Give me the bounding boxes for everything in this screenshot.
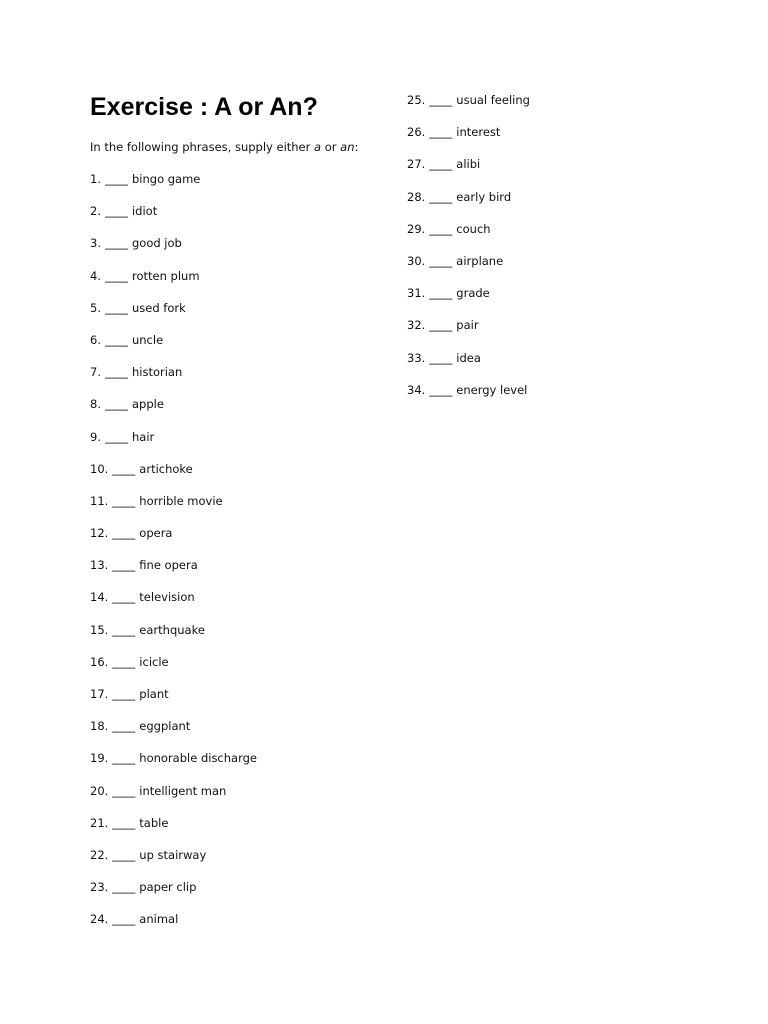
answer-blank: ____ xyxy=(112,783,136,798)
item-number: 17. xyxy=(90,687,109,701)
answer-blank: ____ xyxy=(429,253,453,268)
answer-blank: ____ xyxy=(112,912,136,927)
answer-blank: ____ xyxy=(112,815,136,830)
item-phrase: eggplant xyxy=(139,719,191,734)
item-phrase: plant xyxy=(139,687,169,701)
exercise-item xyxy=(90,396,257,428)
item-number: 3. xyxy=(90,236,101,251)
answer-blank: ____ xyxy=(112,654,136,669)
item-phrase: animal xyxy=(139,912,179,927)
item-number: 30. xyxy=(407,253,426,268)
answer-blank: ____ xyxy=(104,429,128,444)
item-number: 2. xyxy=(90,204,101,219)
item-phrase: fine opera xyxy=(139,558,198,573)
answer-blank: ____ xyxy=(112,880,136,895)
exercise-item xyxy=(90,235,257,267)
exercise-item xyxy=(90,783,257,815)
item-phrase: up stairway xyxy=(139,847,207,862)
answer-blank: ____ xyxy=(429,157,453,172)
answer-blank: ____ xyxy=(112,558,136,573)
exercise-item xyxy=(407,221,530,253)
item-phrase: bingo game xyxy=(131,172,201,186)
item-phrase: rotten plum xyxy=(131,268,200,283)
exercise-item xyxy=(90,879,257,911)
answer-blank: ____ xyxy=(429,318,453,333)
item-number: 23. xyxy=(90,880,109,895)
item-number: 21. xyxy=(90,815,109,830)
exercise-item xyxy=(407,124,530,156)
item-number: 8. xyxy=(90,397,101,412)
exercise-item xyxy=(407,317,530,349)
answer-blank: ____ xyxy=(112,751,136,766)
exercise-item xyxy=(407,189,530,221)
answer-blank: ____ xyxy=(104,365,128,380)
answer-blank: ____ xyxy=(112,461,136,476)
answer-blank: ____ xyxy=(104,204,128,219)
item-number: 15. xyxy=(90,622,109,637)
exercise-item xyxy=(90,171,257,203)
item-phrase: horrible movie xyxy=(139,493,223,508)
item-phrase: idea xyxy=(456,350,481,365)
page-title: Exercise : A or An? xyxy=(90,93,318,121)
exercise-item xyxy=(407,156,530,188)
item-phrase: intelligent man xyxy=(139,783,227,798)
item-number: 32. xyxy=(407,318,426,333)
exercise-item xyxy=(407,382,530,414)
instructions-text: or xyxy=(321,140,341,154)
exercise-item xyxy=(90,622,257,654)
item-number: 18. xyxy=(90,719,109,734)
answer-blank: ____ xyxy=(429,125,453,140)
answer-blank: ____ xyxy=(429,382,453,397)
exercise-item xyxy=(90,654,257,686)
item-number: 9. xyxy=(90,429,101,444)
answer-blank: ____ xyxy=(104,268,128,283)
item-phrase: early bird xyxy=(456,189,512,204)
answer-blank: ____ xyxy=(429,221,453,236)
item-phrase: used fork xyxy=(131,300,186,315)
item-number: 19. xyxy=(90,751,109,766)
item-number: 24. xyxy=(90,912,109,927)
answer-blank: ____ xyxy=(112,493,136,508)
item-number: 10. xyxy=(90,461,109,476)
item-phrase: earthquake xyxy=(139,622,205,637)
instructions-text: In the following phrases, supply either xyxy=(90,140,315,154)
item-number: 27. xyxy=(407,157,426,172)
item-phrase: idiot xyxy=(131,204,158,219)
item-phrase: uncle xyxy=(131,332,164,347)
exercise-item xyxy=(90,493,257,525)
exercise-item xyxy=(90,686,257,718)
option-an: an xyxy=(340,140,355,154)
item-number: 29. xyxy=(407,221,426,236)
item-number: 25. xyxy=(407,93,426,107)
exercise-item xyxy=(90,203,257,235)
item-number: 11. xyxy=(90,493,109,508)
exercise-item xyxy=(90,815,257,847)
exercise-item xyxy=(90,268,257,300)
exercise-list-right xyxy=(407,92,530,414)
item-number: 14. xyxy=(90,590,109,605)
item-phrase: honorable discharge xyxy=(139,751,257,766)
item-number: 28. xyxy=(407,189,426,204)
item-number: 26. xyxy=(407,125,426,140)
item-phrase: icicle xyxy=(139,654,169,669)
item-number: 13. xyxy=(90,558,109,573)
item-number: 6. xyxy=(90,332,101,347)
option-a: a xyxy=(314,140,322,154)
item-number: 34. xyxy=(407,382,426,397)
item-phrase: historian xyxy=(131,365,183,380)
answer-blank: ____ xyxy=(112,526,136,541)
exercise-item xyxy=(90,557,257,589)
answer-blank: ____ xyxy=(104,397,128,412)
exercise-item xyxy=(90,525,257,557)
item-phrase: paper clip xyxy=(139,880,197,895)
item-phrase: energy level xyxy=(456,382,528,397)
exercise-item xyxy=(90,750,257,782)
item-phrase: pair xyxy=(456,318,479,333)
item-phrase: airplane xyxy=(456,253,504,268)
item-number: 20. xyxy=(90,783,109,798)
item-number: 16. xyxy=(90,654,109,669)
answer-blank: ____ xyxy=(429,189,453,204)
answer-blank: ____ xyxy=(104,332,128,347)
answer-blank: ____ xyxy=(112,847,136,862)
item-phrase: grade xyxy=(456,286,490,301)
exercise-item xyxy=(90,429,257,461)
answer-blank: ____ xyxy=(112,719,136,734)
item-phrase: table xyxy=(139,815,169,830)
item-number: 31. xyxy=(407,286,426,301)
answer-blank: ____ xyxy=(104,300,128,315)
item-number: 7. xyxy=(90,365,101,380)
item-number: 12. xyxy=(90,526,109,541)
item-phrase: opera xyxy=(139,526,173,541)
item-phrase: good job xyxy=(131,236,182,251)
exercise-item xyxy=(407,350,530,382)
exercise-item xyxy=(90,461,257,493)
item-phrase: artichoke xyxy=(139,461,193,476)
item-number: 5. xyxy=(90,300,101,315)
item-phrase: television xyxy=(139,590,195,605)
answer-blank: ____ xyxy=(112,687,136,701)
answer-blank: ____ xyxy=(112,590,136,605)
item-number: 4. xyxy=(90,268,101,283)
item-phrase: couch xyxy=(456,221,491,236)
instructions xyxy=(90,139,358,155)
item-phrase: usual feeling xyxy=(456,93,530,107)
exercise-item xyxy=(90,364,257,396)
answer-blank: ____ xyxy=(429,350,453,365)
item-phrase: alibi xyxy=(456,157,481,172)
exercise-item xyxy=(90,718,257,750)
exercise-list-left xyxy=(90,171,257,944)
exercise-item xyxy=(407,285,530,317)
exercise-item xyxy=(407,92,530,124)
answer-blank: ____ xyxy=(112,622,136,637)
answer-blank: ____ xyxy=(429,286,453,301)
item-number: 22. xyxy=(90,847,109,862)
item-number: 33. xyxy=(407,350,426,365)
exercise-item xyxy=(90,300,257,332)
item-phrase: apple xyxy=(131,397,164,412)
exercise-item xyxy=(90,332,257,364)
item-number: 1. xyxy=(90,172,101,186)
answer-blank: ____ xyxy=(104,172,128,186)
exercise-item xyxy=(90,847,257,879)
exercise-item xyxy=(90,589,257,621)
instructions-text: : xyxy=(354,140,359,154)
exercise-item xyxy=(407,253,530,285)
exercise-item xyxy=(90,911,257,943)
item-phrase: interest xyxy=(456,125,501,140)
answer-blank: ____ xyxy=(429,93,453,107)
item-phrase: hair xyxy=(131,429,155,444)
answer-blank: ____ xyxy=(104,236,128,251)
